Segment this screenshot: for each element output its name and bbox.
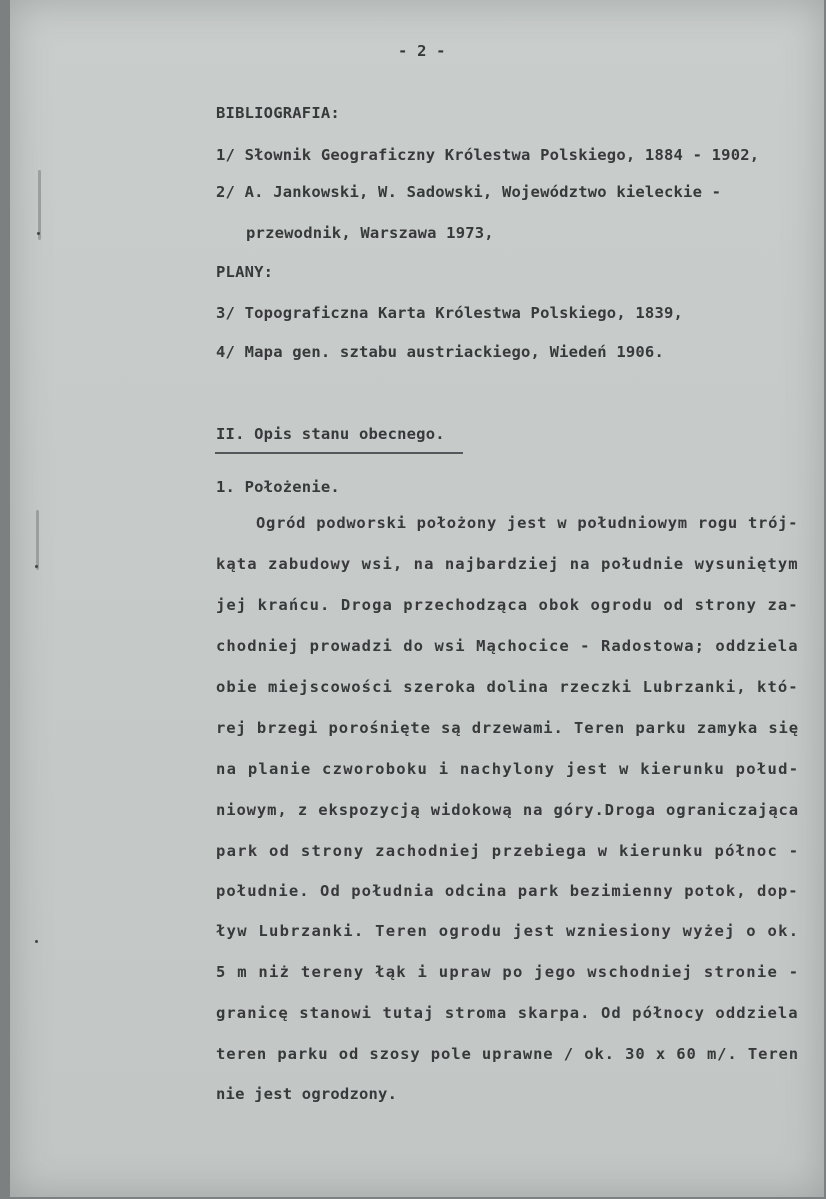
bibliography-item-continuation: przewodnik, Warszawa 1973, [246, 224, 494, 242]
bibliography-item: 1/ Słownik Geograficzny Królestwa Polskiego, 1884 - 1902, [216, 146, 760, 164]
paragraph-line: ływ Lubrzanki. Teren ogrodu jest wzniesiony wyżej o ok. [216, 922, 800, 940]
paragraph-line: kąta zabudowy wsi, na najbardziej na południe wysuniętym [216, 555, 799, 573]
page-number: - 2 - [398, 42, 446, 60]
paragraph-line: nie jest ogrodzony. [216, 1085, 398, 1103]
plans-item: 3/ Topograficzna Karta Królestwa Polskiego, 1839, [216, 304, 684, 322]
binder-mark [36, 510, 39, 570]
paragraph-line: niowym, z ekspozycją widokową na góry.Droga ograniczająca [216, 801, 800, 819]
paragraph-line: chodniej prowadzi do wsi Mąchocice - Radostowa; oddziela [216, 637, 799, 655]
margin-mark [37, 232, 40, 235]
subsection-heading: 1. Położenie. [216, 478, 340, 496]
bibliography-item: 2/ A. Jankowski, W. Sadowski, Województwo kieleckie - [216, 183, 722, 201]
binder-mark [38, 170, 41, 240]
paragraph-line: południe. Od południa odcina park bezimienny potok, dop- [216, 882, 799, 900]
paragraph-line: teren parku od szosy pole uprawne / ok. 30 x 60 m/. Teren [216, 1045, 800, 1063]
paragraph-line: granicę stanowi tutaj stroma skarpa. Od północy oddziela [216, 1004, 799, 1022]
section-heading: II. Opis stanu obecnego. [216, 425, 445, 443]
paragraph-line: 5 m niż tereny łąk i upraw po jego wschodniej stronie - [216, 963, 800, 981]
plans-heading: PLANY: [216, 263, 274, 281]
bibliography-heading: BIBLIOGRAFIA: [216, 104, 340, 122]
paragraph-line: obie miejscowości szeroka dolina rzeczki Lubrzanki, któ- [216, 678, 799, 696]
paragraph-line: jej krańcu. Droga przechodząca obok ogrodu od strony za- [216, 596, 799, 614]
margin-mark [35, 940, 38, 943]
paragraph-line: Ogród podworski położony jest w południowym rogu trój- [256, 514, 799, 532]
paragraph-line: rej brzegi porośnięte są drzewami. Teren parku zamyka się [216, 719, 800, 737]
paragraph-line: park od strony zachodniej przebiega w kierunku północ - [216, 842, 800, 860]
document-page [10, 0, 824, 1197]
section-heading-underline [215, 452, 463, 454]
plans-item: 4/ Mapa gen. sztabu austriackiego, Wiedeń 1906. [216, 343, 664, 361]
margin-mark [35, 565, 38, 568]
paragraph-line: na planie czworoboku i nachylony jest w kierunku połud- [216, 760, 800, 778]
